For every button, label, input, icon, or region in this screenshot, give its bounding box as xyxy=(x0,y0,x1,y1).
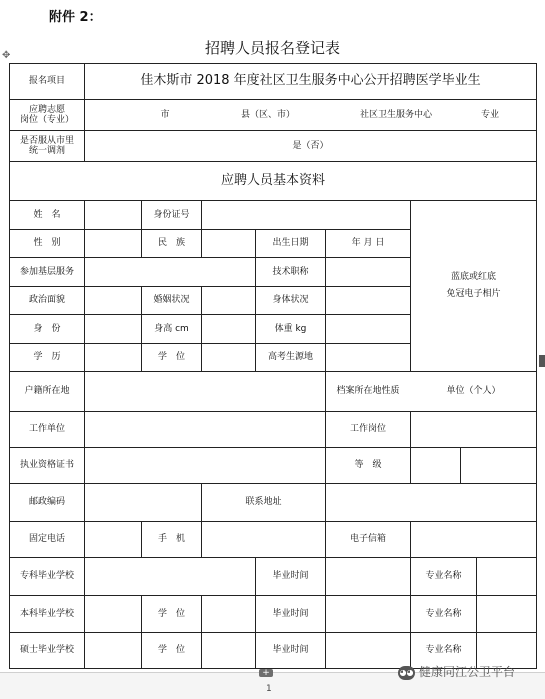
college-school-label: 专科毕业学校 xyxy=(19,571,74,582)
marital-status-label: 婚姻状况 xyxy=(153,295,190,306)
birth-date-field[interactable]: 年 月 日 xyxy=(351,238,385,249)
id-number-label: 身份证号 xyxy=(153,209,190,220)
master-degree-label: 学 位 xyxy=(157,645,185,656)
grassroots-service-label: 参加基层服务 xyxy=(19,266,74,277)
height-label: 身高 cm xyxy=(154,323,189,334)
attachment-label: 附件 2： xyxy=(49,10,102,25)
ethnicity-label: 民 族 xyxy=(157,238,185,249)
education-label: 学 历 xyxy=(33,352,61,363)
archive-type-options[interactable]: 单位（个人） xyxy=(446,386,501,397)
work-unit-label: 工作单位 xyxy=(28,424,65,435)
gender-label: 性 别 xyxy=(33,238,61,249)
address-label: 联系地址 xyxy=(245,497,282,508)
hukou-label: 户籍所在地 xyxy=(24,386,70,397)
photo-placeholder[interactable]: 蓝底或红底 免冠电子相片 xyxy=(446,271,501,299)
position-center-field[interactable]: 社区卫生服务中心 xyxy=(359,109,432,120)
adjust-value[interactable]: 是（否） xyxy=(292,140,329,151)
signup-item-value: 佳木斯市 2018 年度社区卫生服务中心公开招聘医学毕业生 xyxy=(140,73,481,89)
mobile-label: 手 机 xyxy=(157,534,185,545)
watermark xyxy=(398,663,515,680)
form-title: 招聘人员报名登记表 xyxy=(204,39,340,57)
add-row-icon[interactable]: + xyxy=(259,669,273,677)
political-status-label: 政治面貌 xyxy=(28,295,65,306)
position-county-field[interactable]: 县（区、市） xyxy=(240,109,295,120)
section-title: 应聘人员基本资料 xyxy=(220,172,325,188)
email-label: 电子信箱 xyxy=(349,534,386,545)
master-major-label: 专业名称 xyxy=(425,645,462,656)
identity-label: 身 份 xyxy=(33,323,61,334)
work-post-label: 工作岗位 xyxy=(349,424,386,435)
license-label: 执业资格证书 xyxy=(19,460,74,471)
title-rank-label: 技术职称 xyxy=(272,266,309,277)
position-major-field[interactable]: 专业 xyxy=(480,109,499,120)
health-status-label: 身体状况 xyxy=(272,295,309,306)
position-choice-label: 应聘志愿 岗位（专业） xyxy=(19,104,74,125)
table-move-handle-icon[interactable]: ✥ xyxy=(2,50,11,61)
position-city-field[interactable]: 市 xyxy=(160,109,170,120)
bachelor-school-label: 本科毕业学校 xyxy=(19,608,74,619)
adjust-label: 是否服从市里 统一调剂 xyxy=(19,135,74,156)
name-label: 姓 名 xyxy=(33,209,61,220)
archive-type-label: 档案所在地性质 xyxy=(336,386,400,397)
watermark-text: 健康同江公卫平台 xyxy=(419,665,516,679)
bachelor-major-label: 专业名称 xyxy=(425,608,462,619)
exam-origin-label: 高考生源地 xyxy=(267,352,313,363)
bachelor-degree-label: 学 位 xyxy=(157,608,185,619)
page-number: 1 xyxy=(266,684,272,694)
bachelor-grad-time-label: 毕业时间 xyxy=(272,608,309,619)
degree-label: 学 位 xyxy=(157,352,185,363)
birth-date-label: 出生日期 xyxy=(272,238,309,249)
wechat-icon: ◕◕ xyxy=(398,666,415,680)
phone-label: 固定电话 xyxy=(28,534,65,545)
grade-label: 等 级 xyxy=(354,460,382,471)
college-major-label: 专业名称 xyxy=(425,571,462,582)
college-grad-time-label: 毕业时间 xyxy=(272,571,309,582)
postcode-label: 邮政编码 xyxy=(28,497,65,508)
weight-label: 体重 kg xyxy=(274,323,307,334)
signup-item-label: 报名项目 xyxy=(28,76,65,87)
master-school-label: 硕士毕业学校 xyxy=(19,645,74,656)
master-grad-time-label: 毕业时间 xyxy=(272,645,309,656)
